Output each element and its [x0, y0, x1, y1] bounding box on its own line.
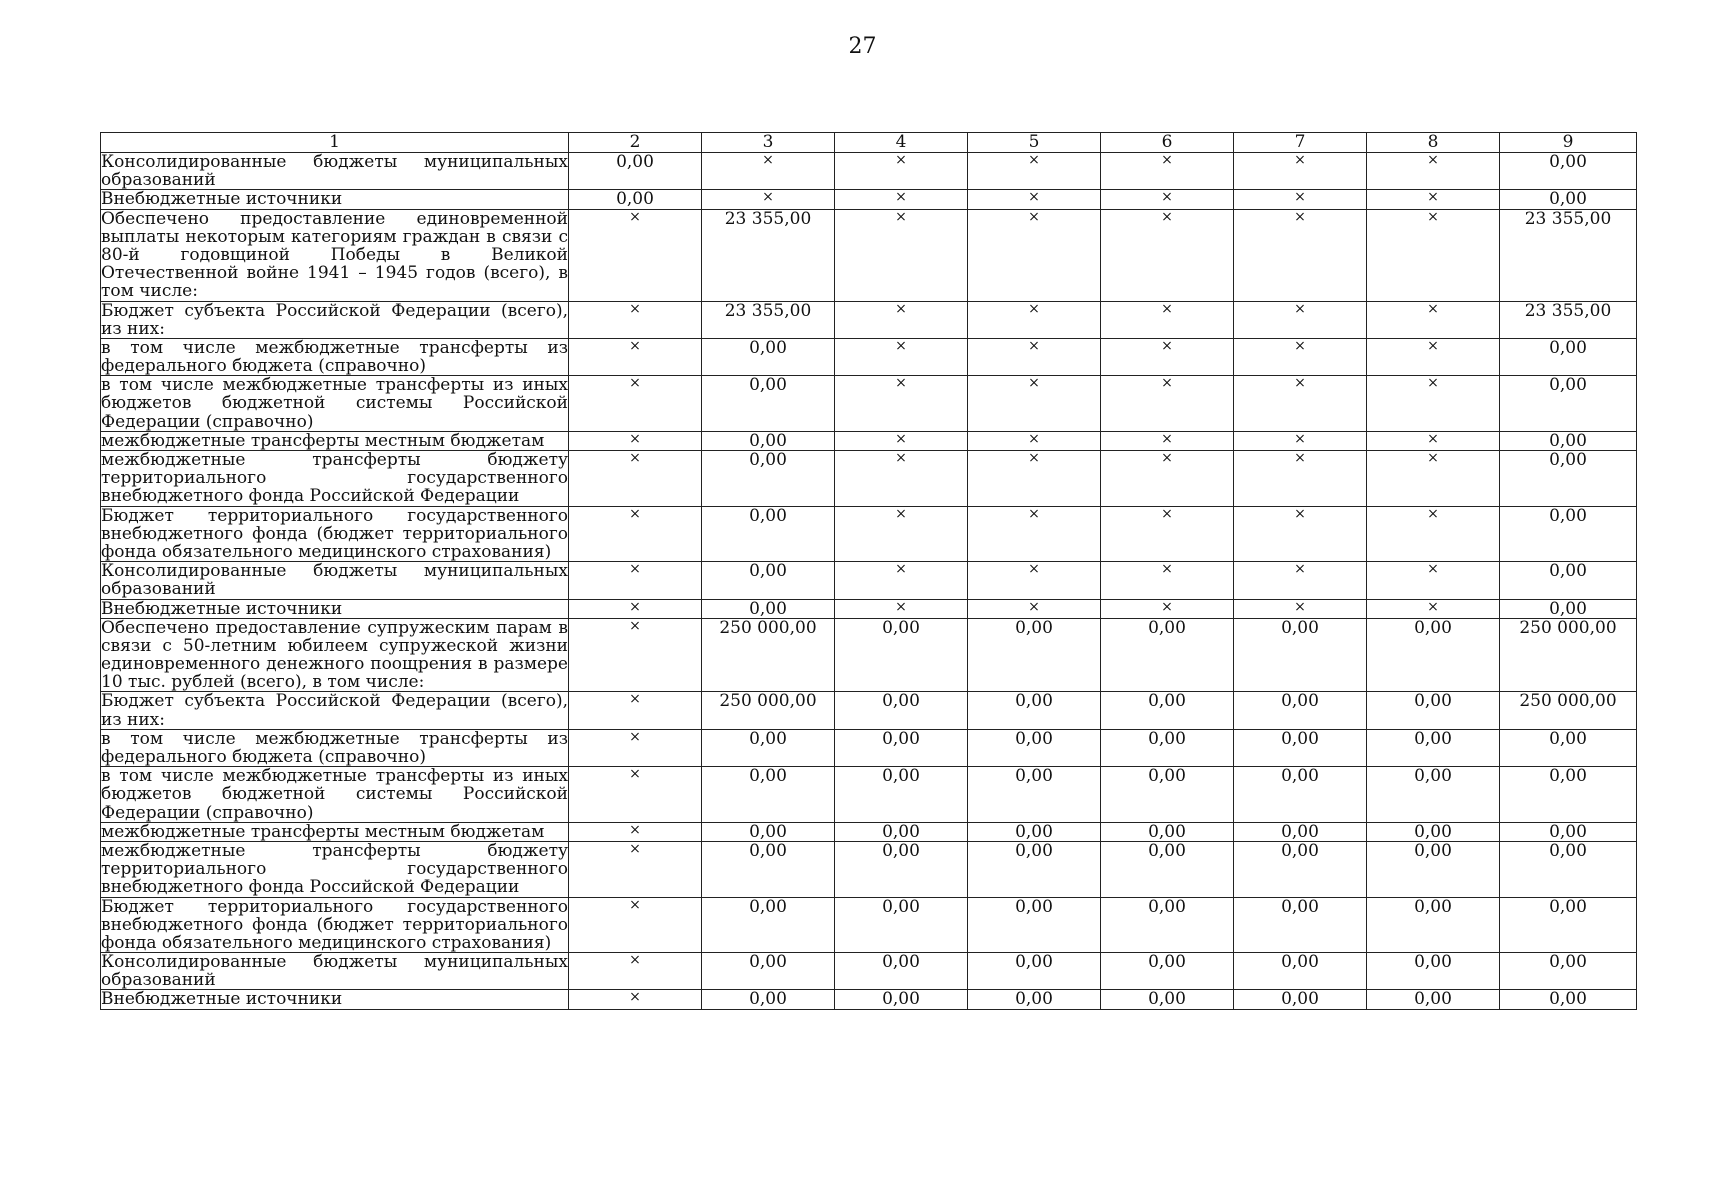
- value-cell-col-7: 0,00: [1234, 618, 1367, 692]
- value-cell-col-2: ×: [569, 618, 702, 692]
- row-label: Консолидированные бюджеты муниципальных образований: [101, 152, 568, 191]
- value-cell-col-9: 250 000,00: [1500, 692, 1637, 729]
- value-cell-col-5: ×: [968, 338, 1101, 375]
- value-cell-col-9: 0,00: [1500, 153, 1637, 190]
- value-cell-col-5: ×: [968, 376, 1101, 432]
- value-cell-col-3: 250 000,00: [702, 618, 835, 692]
- value-cell-col-7: ×: [1234, 338, 1367, 375]
- row-label: Внебюджетные источники: [101, 990, 569, 1009]
- table-row: [101, 692, 1637, 729]
- value-cell-col-5: ×: [968, 599, 1101, 618]
- value-cell-col-3: 0,00: [702, 897, 835, 953]
- value-cell-col-8: ×: [1367, 209, 1500, 301]
- column-header-3: 3: [702, 133, 835, 153]
- value-cell-col-8: ×: [1367, 301, 1500, 338]
- value-cell-col-3: 0,00: [702, 599, 835, 618]
- value-cell-col-9: 250 000,00: [1500, 618, 1637, 692]
- table-row: [101, 729, 1637, 766]
- value-cell-col-4: ×: [835, 376, 968, 432]
- value-cell-col-2: ×: [569, 841, 702, 897]
- value-cell-col-2: ×: [569, 822, 702, 841]
- value-cell-col-8: ×: [1367, 431, 1500, 450]
- value-cell-col-8: 0,00: [1367, 953, 1500, 990]
- row-label: Бюджет территориального государственного внебюджетного фонда (бюджет территориального фонда обязательного медицинского страхования): [101, 896, 568, 953]
- value-cell-col-2: 0,00: [569, 153, 702, 190]
- value-cell-col-4: 0,00: [835, 767, 968, 823]
- value-cell-col-6: 0,00: [1101, 822, 1234, 841]
- value-cell-col-5: ×: [968, 153, 1101, 190]
- value-cell-col-8: ×: [1367, 190, 1500, 209]
- value-cell-col-4: 0,00: [835, 990, 968, 1009]
- value-cell-col-5: ×: [968, 301, 1101, 338]
- value-cell-col-3: 0,00: [702, 953, 835, 990]
- value-cell-col-2: ×: [569, 767, 702, 823]
- row-label: Внебюджетные источники: [101, 599, 569, 618]
- column-header-8: 8: [1367, 133, 1500, 153]
- value-cell-col-9: 0,00: [1500, 767, 1637, 823]
- value-cell-col-6: ×: [1101, 431, 1234, 450]
- value-cell-col-7: 0,00: [1234, 729, 1367, 766]
- value-cell-col-6: ×: [1101, 209, 1234, 301]
- value-cell-col-8: ×: [1367, 376, 1500, 432]
- value-cell-col-8: ×: [1367, 599, 1500, 618]
- value-cell-col-4: 0,00: [835, 822, 968, 841]
- column-header-5: 5: [968, 133, 1101, 153]
- value-cell-col-6: 0,00: [1101, 729, 1234, 766]
- value-cell-col-5: 0,00: [968, 822, 1101, 841]
- value-cell-col-6: ×: [1101, 376, 1234, 432]
- value-cell-col-2: ×: [569, 376, 702, 432]
- value-cell-col-9: 0,00: [1500, 190, 1637, 209]
- value-cell-col-6: 0,00: [1101, 692, 1234, 729]
- value-cell-col-9: 0,00: [1500, 506, 1637, 562]
- value-cell-col-7: 0,00: [1234, 822, 1367, 841]
- value-cell-col-5: 0,00: [968, 767, 1101, 823]
- value-cell-col-9: 0,00: [1500, 562, 1637, 599]
- column-header-7: 7: [1234, 133, 1367, 153]
- value-cell-col-6: 0,00: [1101, 953, 1234, 990]
- value-cell-col-4: ×: [835, 451, 968, 507]
- value-cell-col-2: 0,00: [569, 190, 702, 209]
- table-row: [101, 562, 1637, 599]
- value-cell-col-6: 0,00: [1101, 767, 1234, 823]
- value-cell-col-9: 0,00: [1500, 990, 1637, 1009]
- value-cell-col-3: 250 000,00: [702, 692, 835, 729]
- value-cell-col-7: ×: [1234, 153, 1367, 190]
- value-cell-col-2: ×: [569, 431, 702, 450]
- value-cell-col-6: 0,00: [1101, 990, 1234, 1009]
- row-label: Бюджет субъекта Российской Федерации (всего), из них:: [101, 691, 568, 730]
- table-row: [101, 190, 1637, 209]
- table-header: [101, 133, 1637, 153]
- value-cell-col-2: ×: [569, 729, 702, 766]
- value-cell-col-3: 0,00: [702, 338, 835, 375]
- value-cell-col-4: 0,00: [835, 618, 968, 692]
- row-label: в том числе межбюджетные трансферты из федерального бюджета (справочно): [101, 728, 568, 767]
- value-cell-col-9: 0,00: [1500, 451, 1637, 507]
- value-cell-col-9: 0,00: [1500, 897, 1637, 953]
- value-cell-col-5: 0,00: [968, 953, 1101, 990]
- value-cell-col-2: ×: [569, 692, 702, 729]
- table-row: [101, 953, 1637, 990]
- value-cell-col-2: ×: [569, 209, 702, 301]
- value-cell-col-6: ×: [1101, 506, 1234, 562]
- value-cell-col-6: ×: [1101, 562, 1234, 599]
- value-cell-col-5: ×: [968, 190, 1101, 209]
- value-cell-col-7: ×: [1234, 431, 1367, 450]
- table-row: [101, 822, 1637, 841]
- value-cell-col-5: ×: [968, 209, 1101, 301]
- value-cell-col-3: 0,00: [702, 562, 835, 599]
- value-cell-col-3: 23 355,00: [702, 209, 835, 301]
- value-cell-col-9: 23 355,00: [1500, 209, 1637, 301]
- value-cell-col-2: ×: [569, 338, 702, 375]
- value-cell-col-3: 0,00: [702, 841, 835, 897]
- value-cell-col-2: ×: [569, 562, 702, 599]
- table-row: [101, 897, 1637, 953]
- row-label: Консолидированные бюджеты муниципальных образований: [101, 952, 568, 991]
- value-cell-col-8: 0,00: [1367, 897, 1500, 953]
- value-cell-col-3: 0,00: [702, 451, 835, 507]
- value-cell-col-7: ×: [1234, 190, 1367, 209]
- value-cell-col-2: ×: [569, 990, 702, 1009]
- value-cell-col-8: 0,00: [1367, 618, 1500, 692]
- table-body: [101, 153, 1637, 1010]
- table-row: [101, 338, 1637, 375]
- value-cell-col-7: 0,00: [1234, 897, 1367, 953]
- value-cell-col-4: ×: [835, 338, 968, 375]
- value-cell-col-5: 0,00: [968, 897, 1101, 953]
- table-row: [101, 451, 1637, 507]
- row-label: Обеспечено предоставление единовременной выплаты некоторым категориям граждан в связи с 80-й годовщиной Победы в Великой Отечественной войне 1941 – 1945 годов (всего), в том числе:: [101, 208, 568, 302]
- value-cell-col-5: 0,00: [968, 692, 1101, 729]
- value-cell-col-9: 0,00: [1500, 953, 1637, 990]
- value-cell-col-7: ×: [1234, 209, 1367, 301]
- value-cell-col-4: ×: [835, 153, 968, 190]
- value-cell-col-8: 0,00: [1367, 692, 1500, 729]
- table-row: [101, 301, 1637, 338]
- row-label: межбюджетные трансферты бюджету территориального государственного внебюджетного фонда Российской Федерации: [101, 840, 568, 898]
- row-label: Консолидированные бюджеты муниципальных образований: [101, 561, 568, 600]
- value-cell-col-9: 0,00: [1500, 376, 1637, 432]
- row-label: межбюджетные трансферты местным бюджетам: [101, 822, 569, 841]
- value-cell-col-7: ×: [1234, 451, 1367, 507]
- table-row: [101, 618, 1637, 692]
- value-cell-col-7: ×: [1234, 506, 1367, 562]
- value-cell-col-5: ×: [968, 562, 1101, 599]
- value-cell-col-7: ×: [1234, 599, 1367, 618]
- value-cell-col-3: 0,00: [702, 990, 835, 1009]
- page-number: 27: [848, 34, 877, 59]
- column-header-2: 2: [569, 133, 702, 153]
- value-cell-col-2: ×: [569, 506, 702, 562]
- table-row: [101, 767, 1637, 823]
- value-cell-col-7: 0,00: [1234, 692, 1367, 729]
- row-label: в том числе межбюджетные трансферты из иных бюджетов бюджетной системы Российской Федерации (справочно): [101, 766, 568, 823]
- value-cell-col-2: ×: [569, 897, 702, 953]
- value-cell-col-4: ×: [835, 190, 968, 209]
- value-cell-col-4: 0,00: [835, 841, 968, 897]
- value-cell-col-6: 0,00: [1101, 897, 1234, 953]
- value-cell-col-3: ×: [702, 153, 835, 190]
- value-cell-col-8: 0,00: [1367, 767, 1500, 823]
- row-label: Бюджет территориального государственного внебюджетного фонда (бюджет территориального фонда обязательного медицинского страхования): [101, 505, 568, 562]
- value-cell-col-5: 0,00: [968, 990, 1101, 1009]
- value-cell-col-5: ×: [968, 451, 1101, 507]
- table-row: [101, 376, 1637, 432]
- value-cell-col-4: ×: [835, 301, 968, 338]
- value-cell-col-8: 0,00: [1367, 729, 1500, 766]
- row-label: в том числе межбюджетные трансферты из федерального бюджета (справочно): [101, 337, 568, 377]
- value-cell-col-6: 0,00: [1101, 618, 1234, 692]
- value-cell-col-4: ×: [835, 209, 968, 301]
- value-cell-col-6: ×: [1101, 190, 1234, 209]
- value-cell-col-2: ×: [569, 451, 702, 507]
- value-cell-col-5: 0,00: [968, 729, 1101, 766]
- value-cell-col-2: ×: [569, 301, 702, 338]
- value-cell-col-9: 23 355,00: [1500, 301, 1637, 338]
- value-cell-col-7: 0,00: [1234, 767, 1367, 823]
- value-cell-col-8: ×: [1367, 153, 1500, 190]
- row-label: Обеспечено предоставление супружеским парам в связи с 50-летним юбилеем супружеской жизни единовременного денежного поощрения в размере 10 тыс. рублей (всего), в том числе:: [101, 617, 568, 693]
- row-label: Бюджет субъекта Российской Федерации (всего), из них:: [101, 300, 568, 339]
- value-cell-col-5: ×: [968, 431, 1101, 450]
- value-cell-col-8: 0,00: [1367, 990, 1500, 1009]
- value-cell-col-3: 0,00: [702, 506, 835, 562]
- value-cell-col-4: ×: [835, 431, 968, 450]
- value-cell-col-9: 0,00: [1500, 599, 1637, 618]
- value-cell-col-3: 23 355,00: [702, 301, 835, 338]
- value-cell-col-3: ×: [702, 190, 835, 209]
- value-cell-col-6: ×: [1101, 338, 1234, 375]
- column-header-6: 6: [1101, 133, 1234, 153]
- column-number-row: [101, 133, 1637, 153]
- table-row: [101, 841, 1637, 897]
- value-cell-col-6: 0,00: [1101, 841, 1234, 897]
- value-cell-col-4: 0,00: [835, 897, 968, 953]
- table-row: [101, 431, 1637, 450]
- row-label: межбюджетные трансферты местным бюджетам: [101, 431, 569, 450]
- value-cell-col-6: ×: [1101, 301, 1234, 338]
- value-cell-col-9: 0,00: [1500, 431, 1637, 450]
- table-row: [101, 990, 1637, 1009]
- value-cell-col-9: 0,00: [1500, 841, 1637, 897]
- value-cell-col-2: ×: [569, 599, 702, 618]
- value-cell-col-6: ×: [1101, 153, 1234, 190]
- value-cell-col-8: ×: [1367, 451, 1500, 507]
- value-cell-col-3: 0,00: [702, 822, 835, 841]
- value-cell-col-5: 0,00: [968, 841, 1101, 897]
- value-cell-col-9: 0,00: [1500, 822, 1637, 841]
- value-cell-col-6: ×: [1101, 451, 1234, 507]
- value-cell-col-6: ×: [1101, 599, 1234, 618]
- value-cell-col-3: 0,00: [702, 729, 835, 766]
- value-cell-col-7: ×: [1234, 376, 1367, 432]
- row-label: Внебюджетные источники: [101, 190, 569, 209]
- value-cell-col-7: 0,00: [1234, 990, 1367, 1009]
- value-cell-col-4: 0,00: [835, 953, 968, 990]
- value-cell-col-3: 0,00: [702, 431, 835, 450]
- value-cell-col-4: ×: [835, 562, 968, 599]
- column-header-9: 9: [1500, 133, 1637, 153]
- value-cell-col-9: 0,00: [1500, 729, 1637, 766]
- value-cell-col-8: ×: [1367, 562, 1500, 599]
- row-label: межбюджетные трансферты бюджету территориального государственного внебюджетного фонда Российской Федерации: [101, 450, 568, 507]
- value-cell-col-4: ×: [835, 506, 968, 562]
- table-row: [101, 209, 1637, 301]
- value-cell-col-4: 0,00: [835, 692, 968, 729]
- value-cell-col-8: ×: [1367, 506, 1500, 562]
- value-cell-col-7: 0,00: [1234, 841, 1367, 897]
- column-header-4: 4: [835, 133, 968, 153]
- value-cell-col-5: 0,00: [968, 618, 1101, 692]
- value-cell-col-5: ×: [968, 506, 1101, 562]
- table-row: [101, 153, 1637, 190]
- value-cell-col-2: ×: [569, 953, 702, 990]
- table-row: [101, 506, 1637, 562]
- column-header-1: 1: [101, 133, 569, 153]
- value-cell-col-8: 0,00: [1367, 841, 1500, 897]
- value-cell-col-7: ×: [1234, 301, 1367, 338]
- value-cell-col-4: 0,00: [835, 729, 968, 766]
- value-cell-col-8: 0,00: [1367, 822, 1500, 841]
- value-cell-col-4: ×: [835, 599, 968, 618]
- row-label: в том числе межбюджетные трансферты из иных бюджетов бюджетной системы Российской Федерации (справочно): [101, 375, 568, 432]
- value-cell-col-3: 0,00: [702, 376, 835, 432]
- value-cell-col-7: ×: [1234, 562, 1367, 599]
- value-cell-col-3: 0,00: [702, 767, 835, 823]
- table-row: [101, 599, 1637, 618]
- budget-table: [100, 132, 1637, 1010]
- value-cell-col-9: 0,00: [1500, 338, 1637, 375]
- value-cell-col-7: 0,00: [1234, 953, 1367, 990]
- value-cell-col-8: ×: [1367, 338, 1500, 375]
